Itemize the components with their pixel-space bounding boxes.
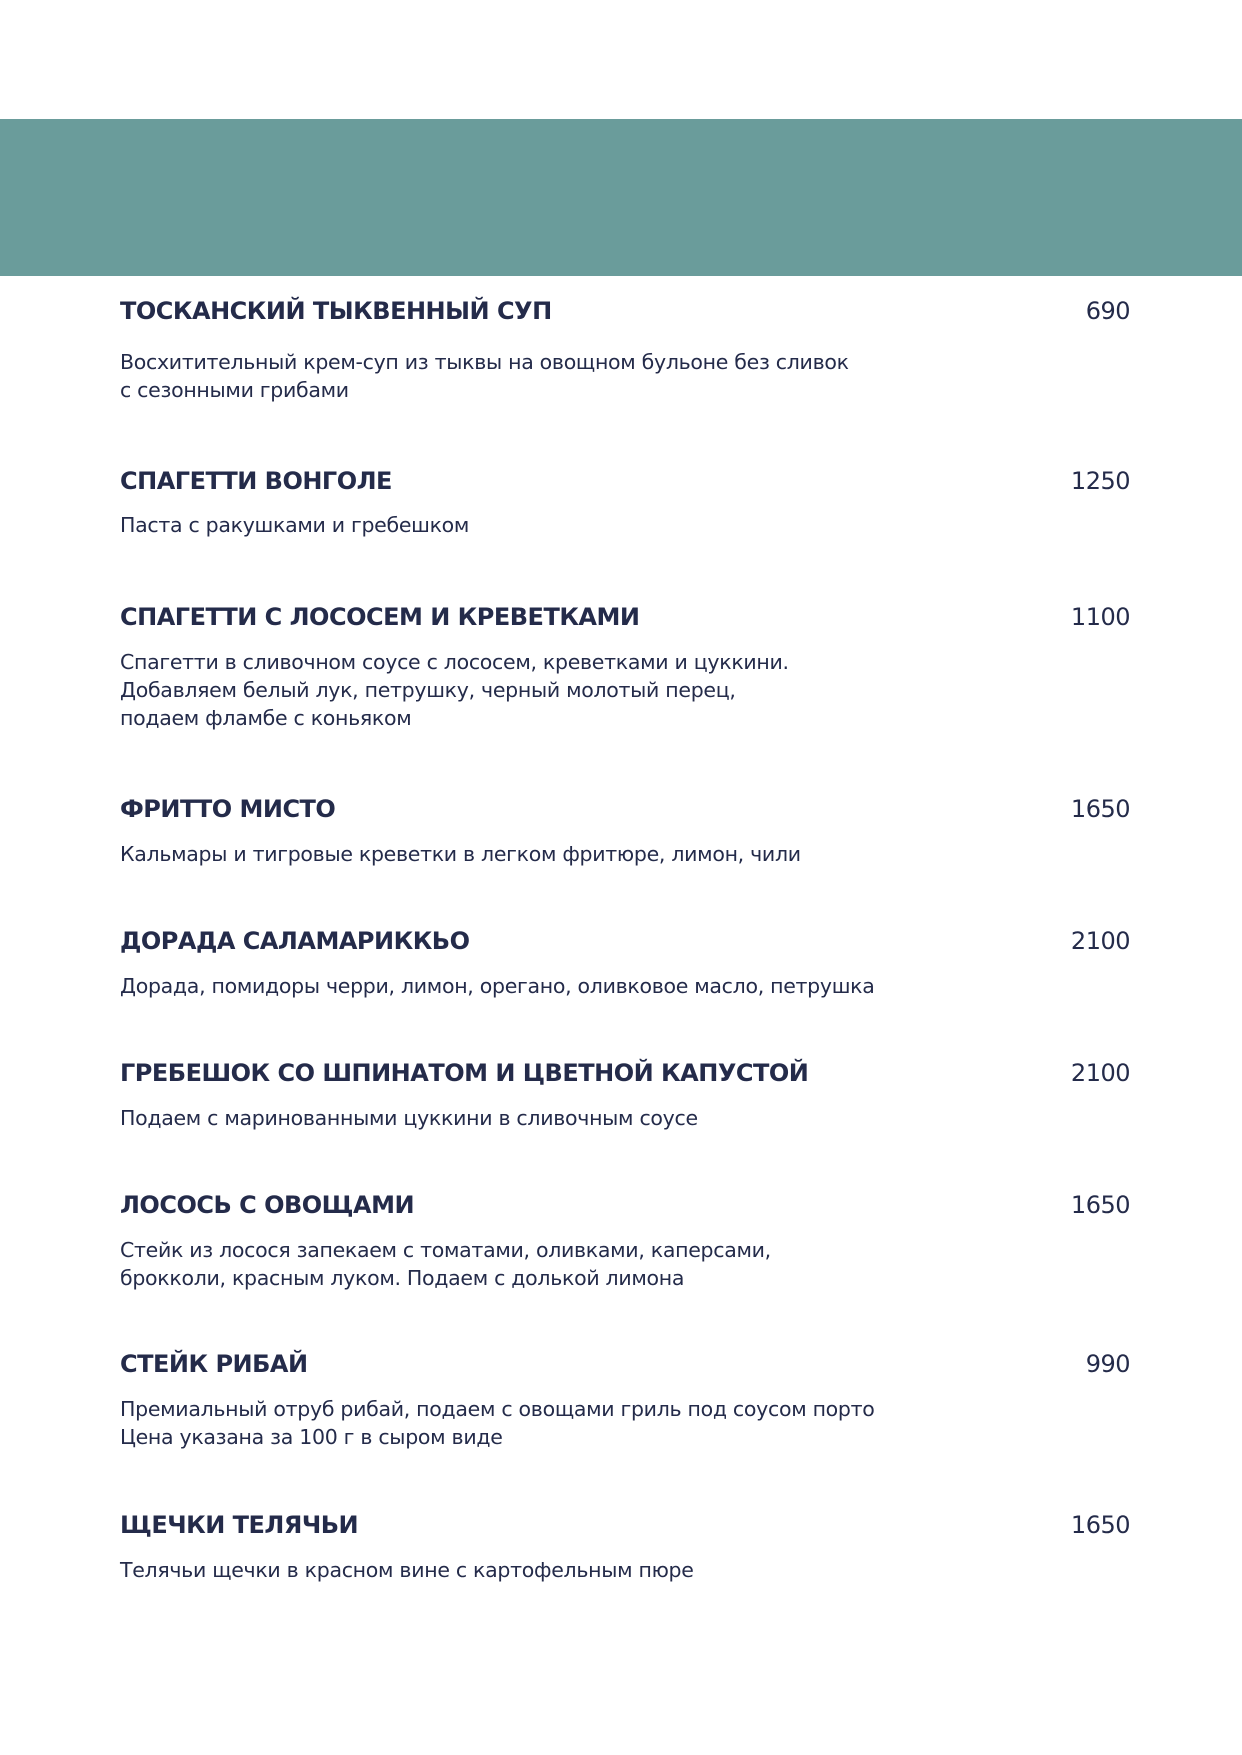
item-price: 2100 xyxy=(1070,1059,1130,1087)
header-band xyxy=(0,119,1242,276)
item-description: Премиальный отруб рибай, подаем с овощами гриль под соусом порто Цена указана за 100 г в сыром виде xyxy=(120,1397,875,1449)
item-price: 2100 xyxy=(1070,927,1130,955)
item-price: 990 xyxy=(1085,1350,1130,1378)
item-name: ЩЕЧКИ ТЕЛЯЧЬИ xyxy=(120,1511,359,1539)
item-name: СПАГЕТТИ С ЛОСОСЕМ И КРЕВЕТКАМИ xyxy=(120,603,640,631)
item-description: Паста с ракушками и гребешком xyxy=(120,513,470,537)
item-name: ГРЕБЕШОК СО ШПИНАТОМ И ЦВЕТНОЙ КАПУСТОЙ xyxy=(120,1059,809,1087)
item-price: 690 xyxy=(1085,297,1130,325)
item-price: 1650 xyxy=(1070,795,1130,823)
item-description: Стейк из лосося запекаем с томатами, оливками, каперсами, брокколи, красным луком. Подаем с долькой лимона xyxy=(120,1238,771,1290)
item-name: СТЕЙК РИБАЙ xyxy=(120,1350,308,1378)
item-price: 1650 xyxy=(1070,1191,1130,1219)
item-description: Подаем с маринованными цуккини в сливочным соусе xyxy=(120,1106,698,1130)
item-name: ТОСКАНСКИЙ ТЫКВЕННЫЙ СУП xyxy=(120,297,552,325)
item-description: Кальмары и тигровые креветки в легком фритюре, лимон, чили xyxy=(120,842,801,866)
item-description: Дорада, помидоры черри, лимон, орегано, оливковое масло, петрушка xyxy=(120,974,875,998)
item-description: Спагетти в сливочном соусе с лососем, креветками и цуккини. Добавляем белый лук, петрушку, черный молотый перец, подаем фламбе с коньяком xyxy=(120,650,789,730)
item-name: ЛОСОСЬ С ОВОЩАМИ xyxy=(120,1191,415,1219)
item-name: СПАГЕТТИ ВОНГОЛЕ xyxy=(120,467,392,495)
item-description: Восхитительный крем-суп из тыквы на овощном бульоне без сливок с сезонными грибами xyxy=(120,350,849,402)
item-price: 1100 xyxy=(1070,603,1130,631)
item-price: 1650 xyxy=(1070,1511,1130,1539)
item-name: ДОРАДА САЛАМАРИККЬО xyxy=(120,927,470,955)
item-description: Телячьи щечки в красном вине с картофельным пюре xyxy=(120,1558,694,1582)
item-price: 1250 xyxy=(1070,467,1130,495)
item-name: ФРИТТО МИСТО xyxy=(120,795,336,823)
